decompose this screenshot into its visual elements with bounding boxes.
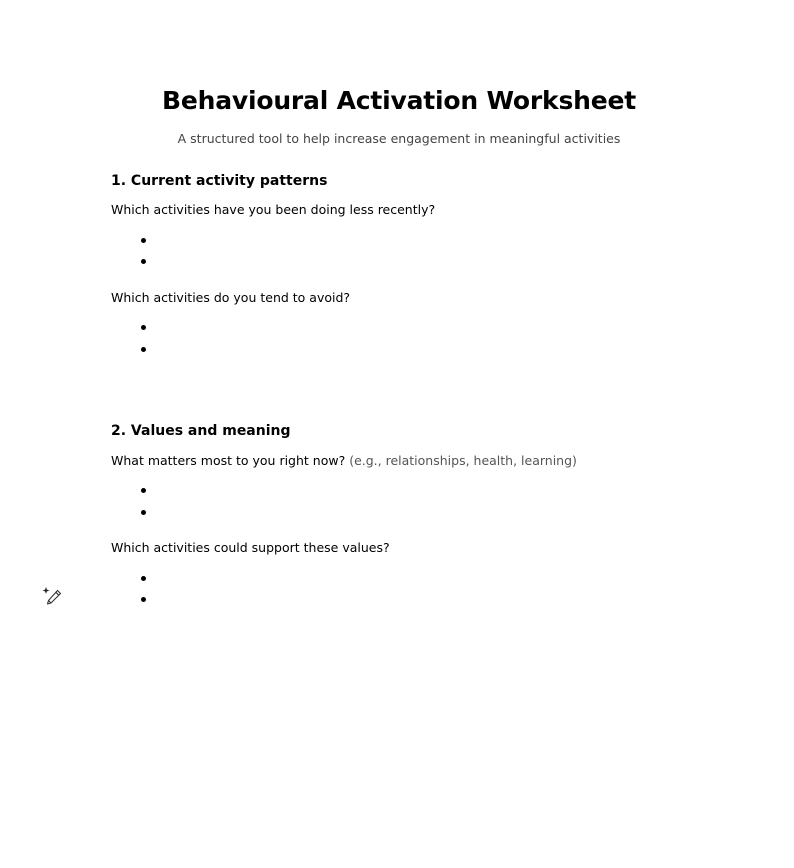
bullet-item[interactable] <box>141 259 146 264</box>
bullet-item[interactable] <box>141 597 146 602</box>
question-support-values: Which activities could support these values? <box>111 540 390 555</box>
question-matters-most-text: What matters most to you right now? <box>111 453 346 468</box>
bullet-item[interactable] <box>141 238 146 243</box>
question-avoid: Which activities do you tend to avoid? <box>111 290 351 305</box>
question-example-text: (e.g., relationships, health, learning) <box>349 453 577 468</box>
bullet-item[interactable] <box>141 325 146 330</box>
question-doing-less: Which activities have you been doing less recently? <box>111 202 436 217</box>
document-subtitle: A structured tool to help increase engagement in meaningful activities <box>177 131 621 146</box>
ai-pen-icon[interactable] <box>41 586 63 608</box>
bullet-item[interactable] <box>141 576 146 581</box>
document-title: Behavioural Activation Worksheet <box>162 86 636 115</box>
section-heading-current-activity: 1. Current activity patterns <box>111 173 328 189</box>
bullet-item[interactable] <box>141 510 146 515</box>
ai-pen-icon-graphic <box>41 586 63 608</box>
bullet-item[interactable] <box>141 488 146 493</box>
bullet-item[interactable] <box>141 347 146 352</box>
section-heading-values-meaning: 2. Values and meaning <box>111 423 291 439</box>
question-matters-most <box>111 452 577 470</box>
